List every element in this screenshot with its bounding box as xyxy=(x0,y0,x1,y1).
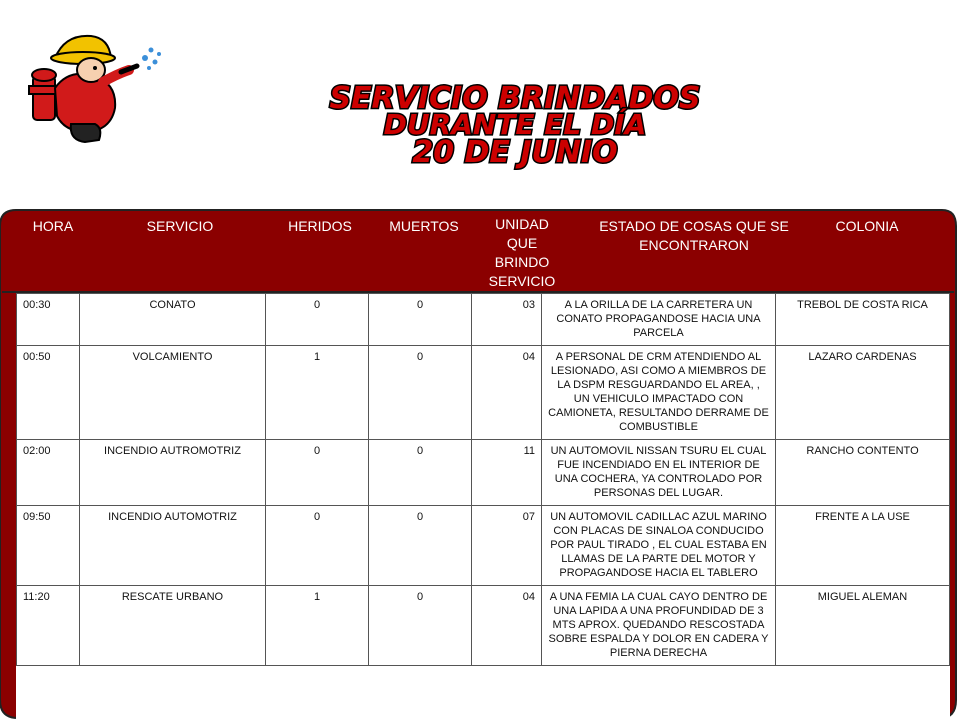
header-colonia: COLONIA xyxy=(835,218,899,234)
cell-servicio: INCENDIO AUTOMOTRIZ xyxy=(80,506,266,586)
page-title xyxy=(250,78,790,188)
cell-hora: 11:20 xyxy=(17,586,80,666)
cell-colonia: RANCHO CONTENTO xyxy=(776,440,950,506)
table-row xyxy=(17,586,950,666)
cell-estado: UN AUTOMOVIL CADILLAC AZUL MARINO CON PLACAS DE SINALOA CONDUCIDO POR PAUL TIRADO , EL CUAL ESTABA EN LLAMAS DE LA PARTE DEL MOTOR Y PROPAGANDOSE HACIA EL TABLERO xyxy=(542,506,776,586)
header-unidad-line-1: UNIDAD xyxy=(495,216,549,232)
cell-muertos: 0 xyxy=(369,506,472,586)
cell-hora: 00:30 xyxy=(17,294,80,346)
cell-muertos: 0 xyxy=(369,440,472,506)
cell-servicio: RESCATE URBANO xyxy=(80,586,266,666)
table-header xyxy=(0,208,958,292)
firefighter-mascot-icon xyxy=(25,28,175,148)
cell-hora: 09:50 xyxy=(17,506,80,586)
cell-colonia: TREBOL DE COSTA RICA xyxy=(776,294,950,346)
cell-colonia: LAZARO CARDENAS xyxy=(776,346,950,440)
cell-unidad: 03 xyxy=(472,294,542,346)
header-unidad-line-2: QUE xyxy=(506,235,538,251)
title-line-3: 20 DE JUNIO xyxy=(412,135,618,170)
header-unidad-line-3: BRINDO xyxy=(494,254,550,270)
header-muertos: MUERTOS xyxy=(389,218,459,234)
cell-servicio: INCENDIO AUTROMOTRIZ xyxy=(80,440,266,506)
cell-unidad: 04 xyxy=(472,586,542,666)
cell-estado: A LA ORILLA DE LA CARRETERA UN CONATO PROPAGANDOSE HACIA UNA PARCELA xyxy=(542,294,776,346)
cell-unidad: 04 xyxy=(472,346,542,440)
header-unidad-line-4: SERVICIO xyxy=(488,273,556,289)
cell-heridos: 0 xyxy=(266,440,369,506)
cell-heridos: 0 xyxy=(266,294,369,346)
header-servicio: SERVICIO xyxy=(146,218,214,234)
services-table xyxy=(16,293,950,720)
header-unidad xyxy=(482,215,562,291)
cell-muertos: 0 xyxy=(369,586,472,666)
cell-unidad: 07 xyxy=(472,506,542,586)
table-row xyxy=(17,506,950,586)
cell-estado: UN AUTOMOVIL NISSAN TSURU EL CUAL FUE INCENDIADO EN EL INTERIOR DE UNA COCHERA, YA CONTROLADO POR PERSONAS DEL LUGAR. xyxy=(542,440,776,506)
cell-muertos: 0 xyxy=(369,294,472,346)
cell-estado: A PERSONAL DE CRM ATENDIENDO AL LESIONADO, ASI COMO A MIEMBROS DE LA DSPM RESGUARDANDO EL AREA, , UN VEHICULO IMPACTADO CON CAMIONETA, RESULTANDO DERRAME DE COMBUSTIBLE xyxy=(542,346,776,440)
title-line-2: DURANTE EL DÍA xyxy=(383,108,647,141)
cell-hora: 00:50 xyxy=(17,346,80,440)
cell-colonia: FRENTE A LA USE xyxy=(776,506,950,586)
cell-heridos: 0 xyxy=(266,506,369,586)
header-estado xyxy=(578,217,810,255)
cell-unidad: 11 xyxy=(472,440,542,506)
header-estado-line-2: ENCONTRARON xyxy=(639,237,749,253)
header-heridos: HERIDOS xyxy=(288,218,352,234)
cell-estado: A UNA FEMIA LA CUAL CAYO DENTRO DE UNA LAPIDA A UNA PROFUNDIDAD DE 3 MTS APROX. QUEDANDO RESCOSTADA SOBRE ESPALDA Y DOLOR EN CADERA Y PIERNA DERECHA xyxy=(542,586,776,666)
cell-heridos: 1 xyxy=(266,586,369,666)
cell-colonia: MIGUEL ALEMAN xyxy=(776,586,950,666)
table-row xyxy=(17,346,950,440)
cell-hora: 02:00 xyxy=(17,440,80,506)
header-hora: HORA xyxy=(32,218,74,234)
cell-muertos: 0 xyxy=(369,346,472,440)
cell-servicio: VOLCAMIENTO xyxy=(80,346,266,440)
title-line-1: SERVICIO BRINDADOS xyxy=(329,81,701,116)
table-row xyxy=(17,440,950,506)
cell-heridos: 1 xyxy=(266,346,369,440)
cell-servicio: CONATO xyxy=(80,294,266,346)
header-estado-line-1: ESTADO DE COSAS QUE SE xyxy=(599,218,789,234)
table-row xyxy=(17,294,950,346)
